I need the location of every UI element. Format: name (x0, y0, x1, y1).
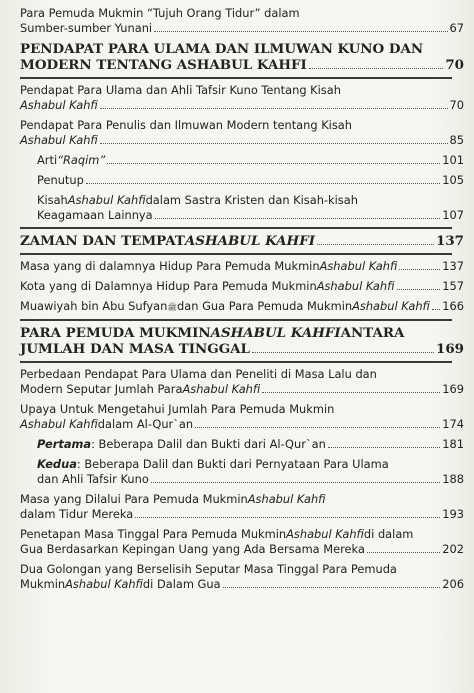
dot-leader (107, 162, 440, 164)
heading-text: ANTARA (340, 325, 405, 341)
heading-text: PARA PEMUDA MUKMIN (20, 325, 211, 341)
entry-text-italic: “Raqim” (57, 153, 106, 167)
page-number: 174 (442, 417, 464, 431)
page-number: 188 (442, 472, 464, 486)
entry-text: di dalam (363, 527, 414, 541)
entry-text: Pendapat Para Penulis dan Ilmuwan Modern tentang Kisah (20, 118, 352, 132)
toc-entry[interactable] (37, 193, 464, 223)
entry-text: Mukmin (20, 577, 66, 591)
heading-text-italic: ASHABUL KAHFI (184, 233, 315, 249)
heading-text: PENDAPAT PARA ULAMA DAN ILMUWAN KUNO DAN (20, 41, 424, 57)
entry-text: Penutup (37, 173, 84, 187)
dot-leader (151, 481, 440, 483)
dot-leader (223, 586, 441, 588)
dot-leader (154, 30, 447, 32)
heading-text: JUMLAH DAN MASA TINGGAL (20, 341, 250, 357)
toc-entry[interactable] (20, 118, 464, 148)
honorific-glyph: ﷺ (167, 303, 178, 312)
entry-text-italic: Ashabul Kahfi (247, 492, 326, 506)
page-number: 137 (442, 259, 464, 273)
entry-text: Upaya Untuk Mengetahui Jumlah Para Pemuda Mukmin (20, 402, 335, 416)
entry-text: Kota yang di Dalamnya Hidup Para Pemuda Mukmin (20, 279, 317, 293)
page-number: 70 (449, 98, 464, 112)
dot-leader (317, 243, 434, 245)
page-number: 107 (442, 208, 464, 222)
dot-leader (367, 551, 440, 553)
entry-text: Gua Berdasarkan Kepingan Uang yang Ada Bersama Mereka (20, 542, 365, 556)
entry-text: Keagamaan Lainnya (37, 208, 153, 222)
entry-text: Perbedaan Pendapat Para Ulama dan Peneliti di Masa Lalu dan (20, 367, 377, 381)
entry-text: Penetapan Masa Tinggal Para Pemuda Mukmin (20, 527, 287, 541)
section-heading[interactable] (20, 325, 464, 357)
page-number: 67 (449, 21, 464, 35)
section-divider (20, 253, 452, 255)
toc-entry[interactable] (20, 259, 464, 274)
entry-text-italic: Ashabul Kahfi (352, 299, 430, 313)
section-divider (20, 227, 452, 229)
dot-leader (432, 308, 440, 310)
toc-entry[interactable] (20, 492, 464, 522)
section-divider (20, 319, 452, 321)
entry-text: Para Pemuda Mukmin “Tujuh Orang Tidur” dalam (20, 6, 300, 20)
dot-leader (100, 142, 448, 144)
toc-entry[interactable] (20, 527, 464, 557)
dot-leader (328, 446, 440, 448)
dot-leader (309, 67, 444, 69)
entry-text: dalam Sastra Kristen dan Kisah-kisah (145, 193, 358, 207)
entry-keyword: Kedua (37, 457, 77, 471)
toc-entry[interactable] (37, 173, 464, 188)
dot-leader (399, 268, 440, 270)
toc-entry[interactable] (20, 6, 464, 36)
page-number: 181 (442, 437, 464, 451)
section-divider (20, 77, 452, 79)
toc-entry[interactable] (20, 367, 464, 397)
entry-text-italic: Ashabul Kahfi (67, 193, 146, 207)
entry-text-italic: Ashabul Kahfi (316, 279, 395, 293)
page-number: 105 (442, 173, 464, 187)
entry-text-italic: Ashabul Kahfi (182, 382, 261, 396)
entry-text: Kisah (37, 193, 68, 207)
dot-leader (262, 391, 440, 393)
page-number: 157 (442, 279, 464, 293)
page-number: 70 (445, 57, 464, 73)
entry-text: dalam Tidur Mereka (20, 507, 134, 521)
entry-text: dan Gua Para Pemuda Mukmin (177, 299, 353, 313)
page-number: 166 (442, 299, 464, 313)
dot-leader (195, 426, 440, 428)
entry-text: Arti (37, 153, 58, 167)
dot-leader (155, 217, 441, 219)
toc-entry[interactable] (20, 299, 464, 315)
page-number: 193 (442, 507, 464, 521)
entry-text: Masa yang Dilalui Para Pemuda Mukmin (20, 492, 248, 506)
toc-entry[interactable] (37, 457, 464, 487)
dot-leader (135, 516, 440, 518)
entry-text-italic: Ashabul Kahfi (319, 259, 398, 273)
entry-text: di Dalam Gua (142, 577, 221, 591)
entry-text-italic: Ashabul Kahfi (20, 417, 98, 431)
entry-text-italic: Ashabul Kahfi (286, 527, 364, 541)
toc-entry[interactable] (20, 562, 464, 592)
toc-entry[interactable] (37, 437, 464, 452)
section-divider (20, 361, 452, 363)
entry-text-italic: Ashabul Kahfi (20, 133, 98, 147)
page-number: 202 (442, 542, 464, 556)
entry-text: : Beberapa Dalil dan Bukti dari Al-Qur`an (91, 437, 326, 451)
section-heading[interactable] (20, 233, 464, 249)
page-number: 169 (442, 382, 464, 396)
entry-text: Modern Seputar Jumlah Para (20, 382, 183, 396)
page-number: 169 (436, 341, 464, 357)
entry-text: dalam Al-Qur`an (97, 417, 194, 431)
entry-text-italic: Ashabul Kahfi (20, 98, 98, 112)
dot-leader (397, 288, 441, 290)
entry-text: : Beberapa Dalil dan Bukti dari Pernyataan Para Ulama (76, 457, 389, 471)
dot-leader (252, 351, 434, 353)
heading-text-italic: ASHABUL KAHFI (210, 325, 341, 341)
entry-text: Masa yang di dalamnya Hidup Para Pemuda Mukmin (20, 259, 320, 273)
toc-entry[interactable] (20, 279, 464, 294)
page-number: 137 (436, 233, 464, 249)
entry-text: Pendapat Para Ulama dan Ahli Tafsir Kuno Tentang Kisah (20, 83, 341, 97)
toc-entry[interactable] (20, 402, 464, 432)
dot-leader (100, 107, 448, 109)
page-number: 101 (442, 153, 464, 167)
section-heading[interactable] (20, 41, 464, 73)
toc-entry[interactable] (20, 83, 464, 113)
page-number: 206 (442, 577, 464, 591)
entry-keyword: Pertama (37, 437, 92, 451)
entry-text: dan Ahli Tafsir Kuno (37, 472, 149, 486)
toc-entry[interactable] (37, 153, 464, 168)
entry-text: Sumber-sumber Yunani (20, 21, 153, 35)
entry-text: Muawiyah bin Abu Sufyan (20, 299, 168, 313)
entry-text-italic: Ashabul Kahfi (65, 577, 143, 591)
page-number: 85 (449, 133, 464, 147)
dot-leader (86, 182, 440, 184)
heading-text: MODERN TENTANG ASHABUL KAHFI (20, 57, 307, 73)
heading-text: ZAMAN DAN TEMPAT (20, 233, 185, 249)
entry-text: Dua Golongan yang Berselisih Seputar Masa Tinggal Para Pemuda (20, 562, 397, 576)
